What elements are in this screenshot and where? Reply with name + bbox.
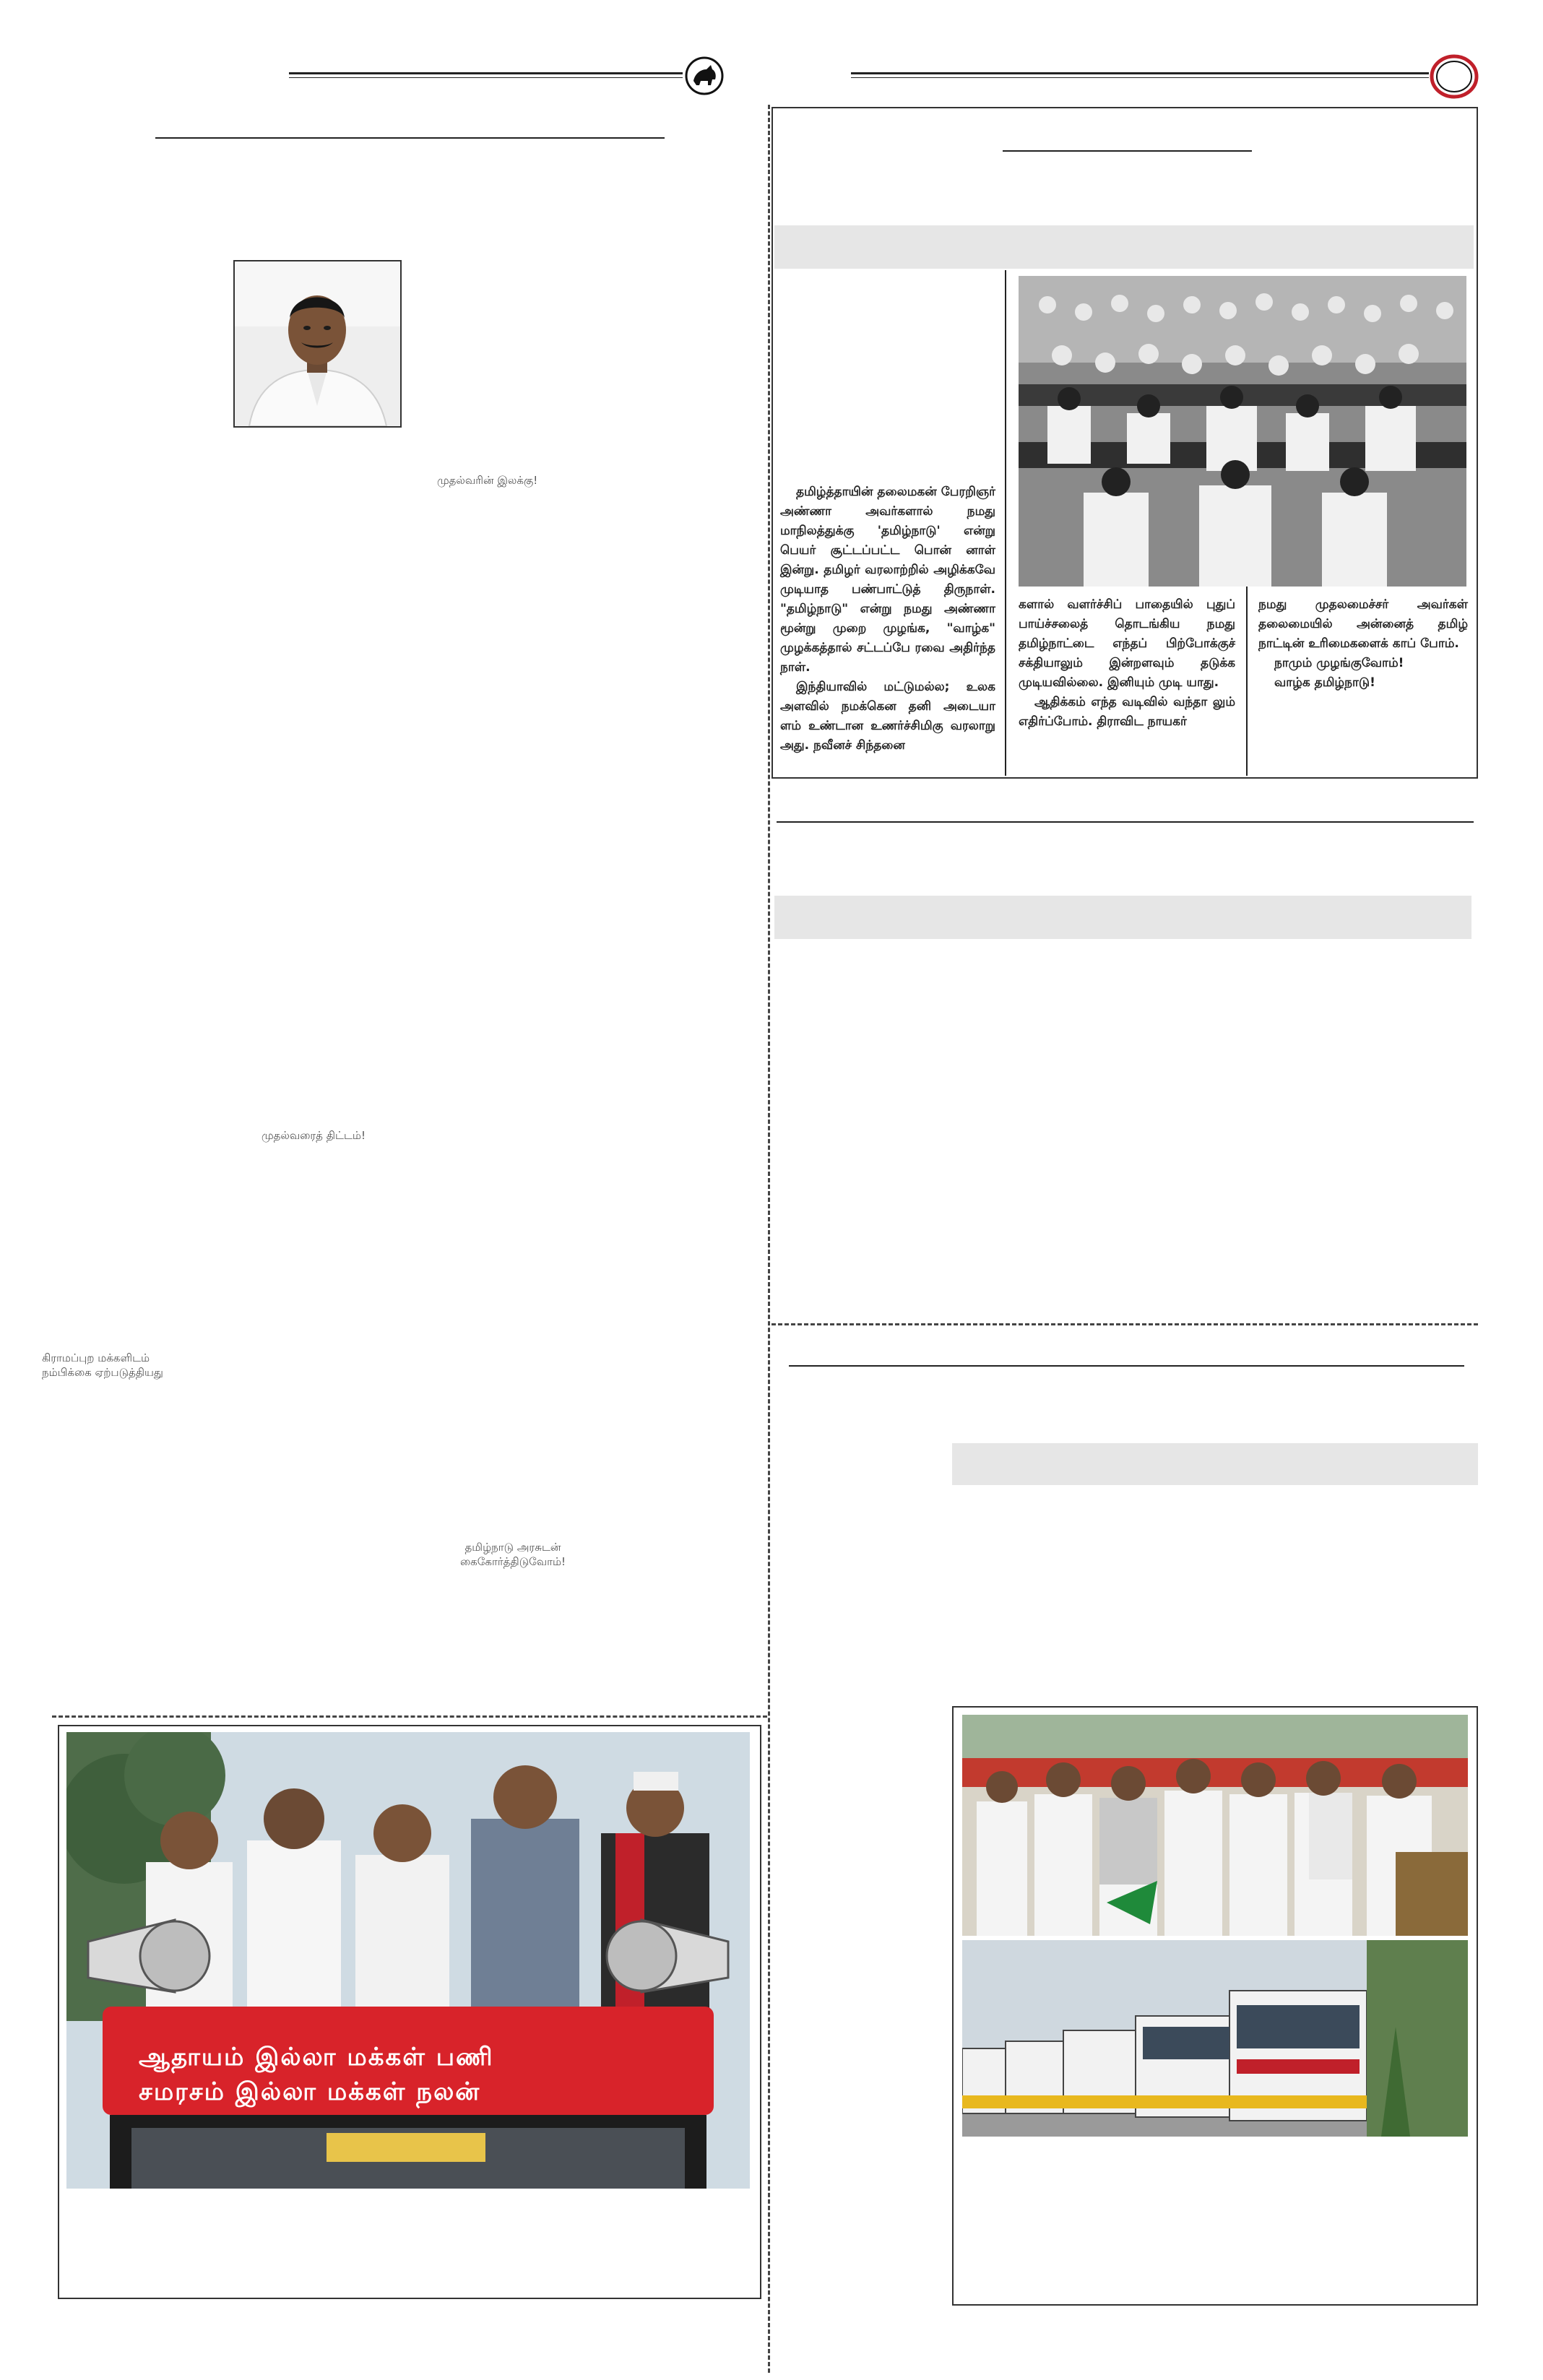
article-col3-para-2: நாமும் முழங்குவோம்! <box>1274 656 1404 670</box>
right-section-rule-2 <box>789 1365 1464 1367</box>
page-circle-icon <box>1429 53 1479 100</box>
article-col1-para-2: இந்தியாவில் மட்டுமல்ல; உலக அளவில் நமக்கென தனி அடையா ளம் உண்டான உணர்ச்சிமிகு வரலாறு அது. நவீனச் சிந்தனை <box>780 680 995 753</box>
article-column-3 <box>1258 595 1468 693</box>
article-heading-band <box>774 225 1474 269</box>
article-column-1 <box>780 483 995 756</box>
header-rule-left <box>289 72 683 74</box>
right-section-divider <box>772 1323 1478 1325</box>
right-section-rule-1 <box>777 821 1474 823</box>
left-title-rule <box>155 137 665 139</box>
header-rule-right-thin <box>851 77 1429 78</box>
assembly-archive-photo <box>1019 276 1466 587</box>
right-section-band-1 <box>774 896 1471 939</box>
caption-4: தமிழ்நாடு அரசுடன் கைகோர்த்திடுவோம்! <box>459 1541 566 1568</box>
caption-2: முதல்வரைத் திட்டம்! <box>262 1129 366 1142</box>
header-rule-right <box>851 72 1429 74</box>
minister-portrait <box>233 260 402 428</box>
caption-1: முதல்வரின் இலக்கு! <box>437 474 538 487</box>
article-col-divider-1 <box>1005 270 1006 776</box>
article-col2-para-1: களால் வளர்ச்சிப் பாதையில் புதுப் பாய்ச்சலைத் தொடங்கிய நமது தமிழ்நாட்டை எந்தப் பிற்போக்குச் சக்தியாலும் இன்றளவும் தடுக்க முடியவில்லை. இனியும் முடி யாது. <box>1019 597 1235 690</box>
buses-lineup-photo <box>962 1940 1468 2137</box>
page-divider <box>768 105 770 2373</box>
article-column-2 <box>1019 595 1235 732</box>
left-bottom-divider <box>52 1715 767 1718</box>
article-col3-para-3: வாழ்க தமிழ்நாடு! <box>1274 675 1375 690</box>
article-col3-para-1: நமது முதலமைச்சர் அவர்கள் தலைமையில் அன்னைத் தமிழ் நாட்டின் உரிமைகளைக் காப் போம். <box>1258 597 1468 651</box>
article-col-divider-2 <box>1246 585 1248 776</box>
campaign-van-photo <box>66 1732 750 2189</box>
article-col1-para-1: தமிழ்த்தாயின் தலைமகன் பேரறிஞர் அண்ணா அவர்களால் நமது மாநிலத்துக்கு 'தமிழ்நாடு' என்று பெயர் சூட்டப்பட்ட பொன் னாள் இன்று. தமிழர் வரலாற்றில் அழிக்கவே முடியாத பண்பாட்டுத் திருநாள். "தமிழ்நாடு" என்று நமது அண்ணா மூன்று முறை முழங்க, "வாழ்க" முழக்கத்தால் சட்டப்பே ரவை அதிர்ந்த நாள். <box>780 485 995 675</box>
van-banner-line-2: சமரசம் இல்லா மக்கள் நலன் <box>139 2077 481 2106</box>
article-title-rule <box>1003 150 1252 152</box>
flag-off-ceremony-photo <box>962 1715 1468 1936</box>
article-col2-para-2: ஆதிக்கம் எந்த வடிவில் வந்தா லும் எதிர்ப்போம். திராவிட நாயகர் <box>1019 695 1235 729</box>
caption-3: கிராமப்புற மக்களிடம் நம்பிக்கை ஏற்படுத்தியது <box>42 1351 163 1379</box>
right-section-band-2 <box>952 1443 1478 1485</box>
header-rule-left-thin <box>289 77 683 78</box>
van-banner-line-1: ஆதாயம் இல்லா மக்கள் பணி <box>139 2043 494 2072</box>
bull-emblem-icon <box>685 56 724 95</box>
